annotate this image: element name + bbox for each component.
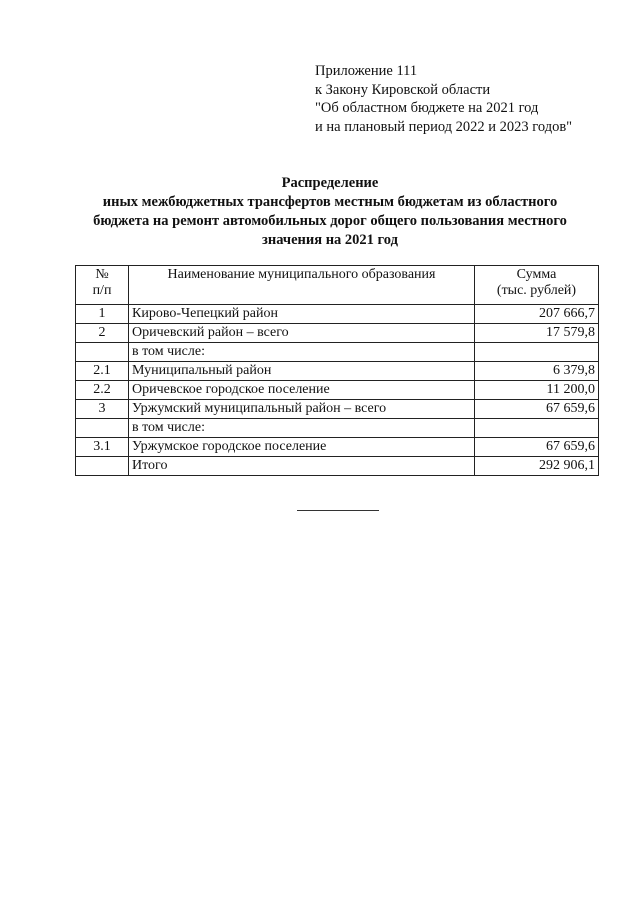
total-sum: 292 906,1 bbox=[475, 457, 599, 476]
table-header-row bbox=[76, 266, 599, 305]
appendix-block bbox=[315, 62, 572, 136]
total-label: Итого bbox=[129, 457, 475, 476]
row-number: 2.2 bbox=[76, 381, 129, 400]
row-sum bbox=[475, 343, 599, 362]
row-name: Уржумское городское поселение bbox=[129, 438, 475, 457]
row-name: Оричевский район – всего bbox=[129, 324, 475, 343]
row-number: 2 bbox=[76, 324, 129, 343]
row-sum: 6 379,8 bbox=[475, 362, 599, 381]
row-name: Муниципальный район bbox=[129, 362, 475, 381]
header-number bbox=[76, 266, 129, 305]
title-line: Распределение bbox=[281, 175, 379, 191]
appendix-line: "Об областном бюджете на 2021 год bbox=[315, 100, 539, 116]
distribution-table bbox=[75, 265, 599, 476]
header-sum-line2: (тыс. рублей) bbox=[496, 283, 577, 298]
row-sum: 17 579,8 bbox=[475, 324, 599, 343]
row-name: в том числе: bbox=[129, 343, 475, 362]
header-number-line1: № bbox=[95, 267, 109, 282]
table-row bbox=[76, 400, 599, 419]
header-number-line2: п/п bbox=[92, 283, 112, 298]
row-name: в том числе: bbox=[129, 419, 475, 438]
header-sum bbox=[475, 266, 599, 305]
table-row bbox=[76, 381, 599, 400]
title-line: значения на 2021 год bbox=[262, 232, 398, 248]
row-sum: 11 200,0 bbox=[475, 381, 599, 400]
title-line: бюджета на ремонт автомобильных дорог общего пользования местного bbox=[93, 213, 567, 229]
row-number: 2.1 bbox=[76, 362, 129, 381]
document-title bbox=[60, 174, 600, 250]
row-number: 3 bbox=[76, 400, 129, 419]
row-name: Уржумский муниципальный район – всего bbox=[129, 400, 475, 419]
row-name: Кирово-Чепецкий район bbox=[129, 305, 475, 324]
row-sum: 67 659,6 bbox=[475, 400, 599, 419]
table-row bbox=[76, 362, 599, 381]
appendix-line: и на плановый период 2022 и 2023 годов" bbox=[315, 118, 573, 135]
title-line: иных межбюджетных трансфертов местным бюджетам из областного bbox=[102, 194, 558, 210]
table-row bbox=[76, 419, 599, 438]
row-number: 3.1 bbox=[76, 438, 129, 457]
table-row bbox=[76, 324, 599, 343]
appendix-line: Приложение 111 bbox=[315, 63, 418, 79]
appendix-line: к Закону Кировской области bbox=[315, 81, 491, 98]
row-number bbox=[76, 343, 129, 362]
row-sum bbox=[475, 419, 599, 438]
row-number bbox=[76, 457, 129, 476]
header-sum-line1: Сумма bbox=[516, 267, 557, 282]
table-row bbox=[76, 305, 599, 324]
table-total-row bbox=[76, 457, 599, 476]
row-sum: 67 659,6 bbox=[475, 438, 599, 457]
row-number: 1 bbox=[76, 305, 129, 324]
row-name: Оричевское городское поселение bbox=[129, 381, 475, 400]
row-number bbox=[76, 419, 129, 438]
table-row bbox=[76, 343, 599, 362]
row-sum: 207 666,7 bbox=[475, 305, 599, 324]
header-name: Наименование муниципального образования bbox=[129, 266, 475, 305]
table-row bbox=[76, 438, 599, 457]
end-divider bbox=[297, 510, 379, 511]
